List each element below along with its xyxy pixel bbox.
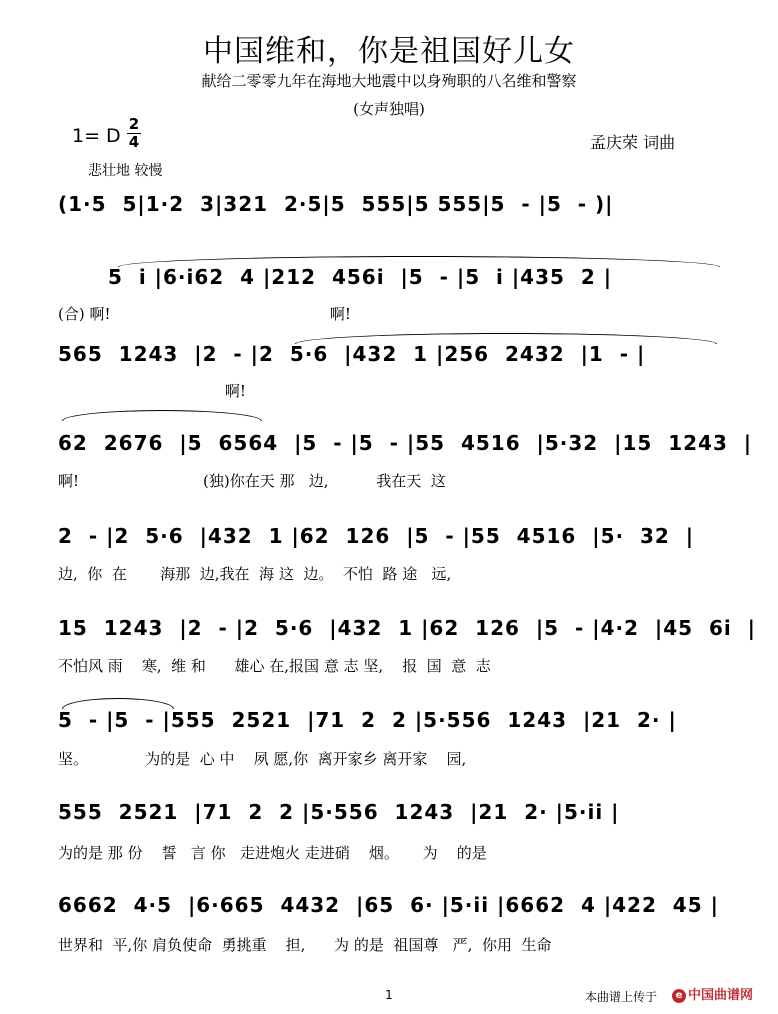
notation-row: 555 2521 |71 2 2 |5·556 1243 |21 2· |5·ii |: [58, 800, 620, 824]
lyrics-row: 啊!: [58, 382, 246, 400]
time-signature: [127, 117, 141, 150]
song-dedication: 献给二零零九年在海地大地震中以身殉职的八名维和警察: [201, 72, 577, 90]
lyrics-row: 坚。 为的是 心 中 夙 愿,你 离开家乡 离开家 园,: [58, 750, 467, 768]
notation-row: 2 - |2 5·6 |432 1 |62 126 |5 - |55 4516 |5· 32 |: [58, 524, 695, 548]
time-signature-top: 2: [128, 115, 140, 133]
site-logo[interactable]: [672, 984, 753, 1003]
lyrics-row: 啊! (独)你在天 那 边, 我在天 这: [58, 472, 446, 490]
lyrics-row: 不怕风 雨 寒, 维 和 雄心 在,报国 意 志 坚, 报 国 意 志: [58, 657, 491, 675]
lyrics-row: (合) 啊! 啊!: [58, 305, 351, 323]
time-signature-bottom: 4: [128, 133, 140, 151]
notation-row: 62 2676 |5 6564 |5 - |5 - |55 4516 |5·32 |15 1243 |: [58, 431, 753, 455]
upload-source-text: 本曲谱上传于: [585, 990, 658, 1004]
song-title: 中国维和，你是祖国好儿女: [203, 34, 575, 69]
notation-row: 15 1243 |2 - |2 5·6 |432 1 |62 126 |5 - |4·2 |45 6i |: [58, 616, 756, 640]
notation-row: 6662 4·5 |6·665 4432 |65 6· |5·ii |6662 4 |422 45 |: [58, 893, 719, 917]
notation-row: 5 - |5 - |555 2521 |71 2 2 |5·556 1243 |21 2· |: [58, 708, 677, 732]
logo-mark-icon: e: [672, 989, 686, 1003]
logo-text: 中国曲谱网: [688, 988, 754, 1003]
voice-part: (女声独唱): [353, 100, 425, 118]
lyrics-row: 为的是 那 份 誓 言 你 走进炮火 走进硝 烟。 为 的是: [58, 844, 487, 862]
key-signature: 1= D: [72, 125, 121, 147]
notation-row: (1·5 5|1·2 3|321 2·5|5 555|5 555|5 - |5 - )|: [58, 192, 614, 216]
lyrics-row: [58, 228, 738, 252]
composer-credit: 孟庆荣 词曲: [590, 133, 676, 152]
lyrics-row: 世界和 平,你 肩负使命 勇挑重 担, 为 的是 祖国尊 严, 你用 生命: [58, 936, 552, 954]
notation-row: 5 i |6·i62 4 |212 456i |5 - |5 i |435 2 |: [108, 265, 613, 289]
lyrics-row: 边, 你 在 海那 边,我在 海 这 边。 不怕 路 途 远,: [58, 565, 452, 583]
page-number: 1: [385, 988, 393, 1002]
tempo-marking: 悲壮地 较慢: [88, 163, 163, 179]
notation-row: 565 1243 |2 - |2 5·6 |432 1 |256 2432 |1 - |: [58, 342, 646, 366]
